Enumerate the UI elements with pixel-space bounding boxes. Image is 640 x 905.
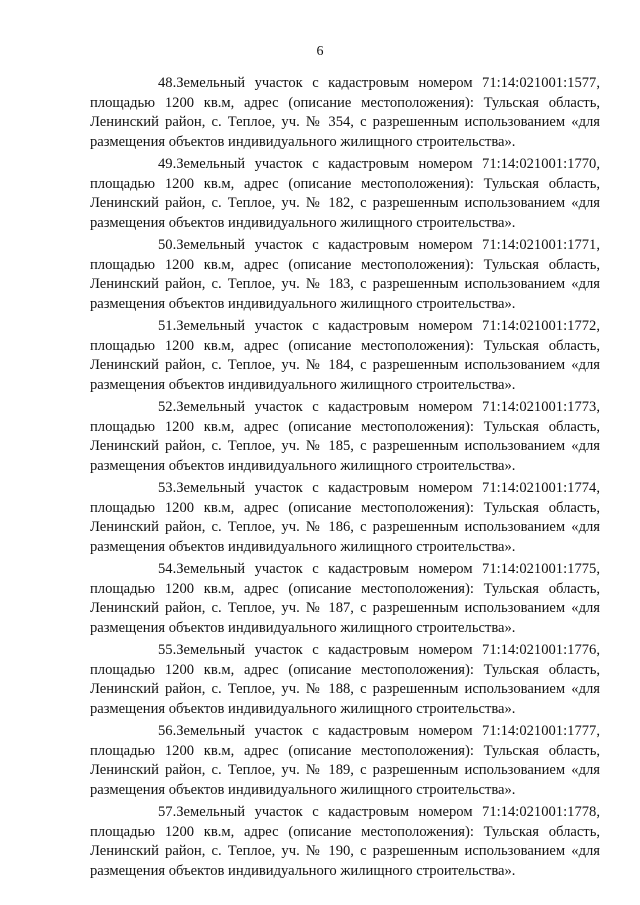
item-number: 51. [158,318,177,334]
item-number: 48. [158,75,177,91]
list-item [90,236,600,314]
list-item [90,803,600,881]
item-text: Земельный участок с кадастровым номером 71:14:021001:1778, площадью 1200 кв.м, адрес (описание местоположения): Тульская область, Ленинский район, с. Теплое, уч. № 190, с разрешенным использованием «для размещения объектов индивидуального жилищного строительства». [90,804,600,879]
list-item [90,317,600,395]
item-text: Земельный участок с кадастровым номером 71:14:021001:1773, площадью 1200 кв.м, адрес (описание местоположения): Тульская область, Ленинский район, с. Теплое, уч. № 185, с разрешенным использованием «для размещения объектов индивидуального жилищного строительства». [90,399,600,474]
item-number: 55. [158,642,177,658]
list-item [90,641,600,719]
item-number: 52. [158,399,177,415]
item-text: Земельный участок с кадастровым номером 71:14:021001:1770, площадью 1200 кв.м, адрес (описание местоположения): Тульская область, Ленинский район, с. Теплое, уч. № 182, с разрешенным использованием «для размещения объектов индивидуального жилищного строительства». [90,156,600,231]
list-item [90,479,600,557]
item-number: 56. [158,723,177,739]
item-text: Земельный участок с кадастровым номером 71:14:021001:1777, площадью 1200 кв.м, адрес (описание местоположения): Тульская область, Ленинский район, с. Теплое, уч. № 189, с разрешенным использованием «для размещения объектов индивидуального жилищного строительства». [90,723,600,798]
list-item [90,398,600,476]
land-plot-list [90,74,600,884]
item-number: 50. [158,237,177,253]
item-text: Земельный участок с кадастровым номером 71:14:021001:1577, площадью 1200 кв.м, адрес (описание местоположения): Тульская область, Ленинский район, с. Теплое, уч. № 354, с разрешенным использованием «для размещения объектов индивидуального жилищного строительства». [90,75,600,150]
item-number: 53. [158,480,177,496]
item-text: Земельный участок с кадастровым номером 71:14:021001:1772, площадью 1200 кв.м, адрес (описание местоположения): Тульская область, Ленинский район, с. Теплое, уч. № 184, с разрешенным использованием «для размещения объектов индивидуального жилищного строительства». [90,318,600,393]
item-number: 54. [158,561,177,577]
list-item [90,74,600,152]
item-text: Земельный участок с кадастровым номером 71:14:021001:1774, площадью 1200 кв.м, адрес (описание местоположения): Тульская область, Ленинский район, с. Теплое, уч. № 186, с разрешенным использованием «для размещения объектов индивидуального жилищного строительства». [90,480,600,555]
page-number: 6 [316,44,324,59]
item-text: Земельный участок с кадастровым номером 71:14:021001:1775, площадью 1200 кв.м, адрес (описание местоположения): Тульская область, Ленинский район, с. Теплое, уч. № 187, с разрешенным использованием «для размещения объектов индивидуального жилищного строительства». [90,561,600,636]
item-number: 49. [158,156,177,172]
list-item [90,155,600,233]
item-number: 57. [158,804,177,820]
list-item [90,560,600,638]
item-text: Земельный участок с кадастровым номером 71:14:021001:1776, площадью 1200 кв.м, адрес (описание местоположения): Тульская область, Ленинский район, с. Теплое, уч. № 188, с разрешенным использованием «для размещения объектов индивидуального жилищного строительства». [90,642,600,717]
list-item [90,722,600,800]
item-text: Земельный участок с кадастровым номером 71:14:021001:1771, площадью 1200 кв.м, адрес (описание местоположения): Тульская область, Ленинский район, с. Теплое, уч. № 183, с разрешенным использованием «для размещения объектов индивидуального жилищного строительства». [90,237,600,312]
